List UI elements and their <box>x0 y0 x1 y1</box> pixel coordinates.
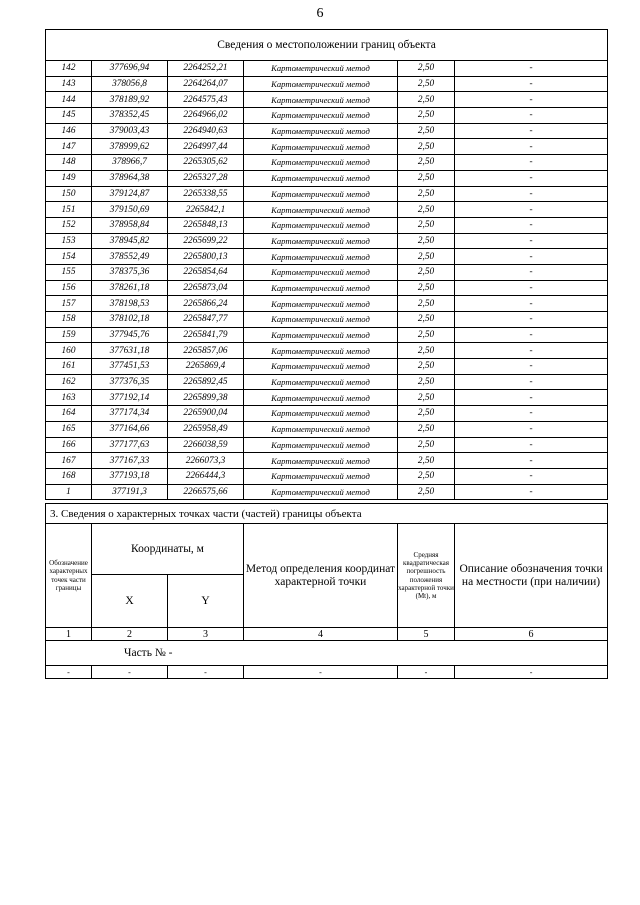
y-coordinate-cell: 2266038,59 <box>168 437 244 453</box>
y-coordinate-cell: 2266444,3 <box>168 468 244 484</box>
method-cell: Картометрический метод <box>244 390 398 406</box>
table-row <box>46 468 608 484</box>
method-cell: Картометрический метод <box>244 202 398 218</box>
y-coordinate-cell: 2265327,28 <box>168 170 244 186</box>
x-coordinate-cell: 377192,14 <box>92 390 168 406</box>
table-row <box>46 453 608 469</box>
y-coordinate-cell: 2264264,07 <box>168 76 244 92</box>
point-number-cell: 160 <box>46 343 92 359</box>
y-coordinate-cell: 2264252,21 <box>168 61 244 77</box>
point-number-cell: 165 <box>46 421 92 437</box>
description-cell: - <box>455 186 608 202</box>
error-cell: 2,50 <box>398 186 455 202</box>
y-coordinate-cell: 2265800,13 <box>168 249 244 265</box>
method-cell: Картометрический метод <box>244 123 398 139</box>
table-row <box>46 92 608 108</box>
description-cell: - <box>455 264 608 280</box>
y-coordinate-cell: 2265869,4 <box>168 359 244 375</box>
error-cell: 2,50 <box>398 249 455 265</box>
x-coordinate-cell: 379150,69 <box>92 202 168 218</box>
error-cell: 2,50 <box>398 406 455 422</box>
table-row <box>46 343 608 359</box>
x-coordinate-cell: 377451,53 <box>92 359 168 375</box>
x-coordinate-cell: 378198,53 <box>92 296 168 312</box>
point-number-cell: 145 <box>46 108 92 124</box>
error-cell: 2,50 <box>398 312 455 328</box>
table-row <box>46 139 608 155</box>
point-number-cell: 151 <box>46 202 92 218</box>
description-cell: - <box>455 343 608 359</box>
y-coordinate-cell: 2265900,04 <box>168 406 244 422</box>
part-points-table <box>45 503 608 679</box>
y-coordinate-cell: 2264997,44 <box>168 139 244 155</box>
x-coordinate-cell: 379124,87 <box>92 186 168 202</box>
table-row <box>46 406 608 422</box>
error-cell: 2,50 <box>398 296 455 312</box>
description-cell: - <box>455 374 608 390</box>
description-cell: - <box>455 359 608 375</box>
x-coordinate-cell: 378945,82 <box>92 233 168 249</box>
x-coordinate-cell: 377174,34 <box>92 406 168 422</box>
description-cell: - <box>455 155 608 171</box>
header-error: Средняя квадратическая погрешность положения характерной точки (Мt), м <box>398 524 455 628</box>
description-cell: - <box>455 123 608 139</box>
column-number: 5 <box>398 628 455 641</box>
point-number-cell: 163 <box>46 390 92 406</box>
table-row <box>46 61 608 77</box>
y-coordinate-cell: 2265338,55 <box>168 186 244 202</box>
point-number-cell: 161 <box>46 359 92 375</box>
error-cell: 2,50 <box>398 437 455 453</box>
point-number-cell: 158 <box>46 312 92 328</box>
description-cell: - <box>455 108 608 124</box>
point-number-cell: 156 <box>46 280 92 296</box>
method-cell: Картометрический метод <box>244 296 398 312</box>
x-coordinate-cell: 378189,92 <box>92 92 168 108</box>
x-coordinate-cell: 379003,43 <box>92 123 168 139</box>
y-coordinate-cell: 2265854,64 <box>168 264 244 280</box>
description-cell: - <box>455 296 608 312</box>
method-cell: Картометрический метод <box>244 186 398 202</box>
y-coordinate-cell: 2265892,45 <box>168 374 244 390</box>
table-row <box>46 437 608 453</box>
description-cell: - <box>455 233 608 249</box>
description-cell: - <box>455 217 608 233</box>
point-number-cell: 162 <box>46 374 92 390</box>
error-cell: 2,50 <box>398 155 455 171</box>
error-cell: 2,50 <box>398 390 455 406</box>
table-row <box>46 421 608 437</box>
error-cell: 2,50 <box>398 233 455 249</box>
header-x: X <box>92 575 168 628</box>
y-coordinate-cell: 2266073,3 <box>168 453 244 469</box>
part-row <box>46 641 608 666</box>
y-coordinate-cell: 2265305,62 <box>168 155 244 171</box>
table-title: Сведения о местоположении границ объекта <box>46 30 608 61</box>
error-cell: 2,50 <box>398 139 455 155</box>
part-label: Часть № - <box>124 647 173 659</box>
description-cell: - <box>455 170 608 186</box>
description-cell: - <box>455 327 608 343</box>
description-cell: - <box>455 484 608 500</box>
error-cell: 2,50 <box>398 123 455 139</box>
x-coordinate-cell: 377191,3 <box>92 484 168 500</box>
x-coordinate-cell: 377945,76 <box>92 327 168 343</box>
point-number-cell: 153 <box>46 233 92 249</box>
method-cell: Картометрический метод <box>244 280 398 296</box>
table-row <box>46 359 608 375</box>
x-coordinate-cell: 378999,62 <box>92 139 168 155</box>
method-cell: Картометрический метод <box>244 155 398 171</box>
column-number: 3 <box>168 628 244 641</box>
error-cell: 2,50 <box>398 202 455 218</box>
error-cell: 2,50 <box>398 359 455 375</box>
description-cell: - <box>455 453 608 469</box>
error-cell: 2,50 <box>398 76 455 92</box>
y-coordinate-cell: 2265848,13 <box>168 217 244 233</box>
x-coordinate-cell: 378352,45 <box>92 108 168 124</box>
x-coordinate-cell: 378964,38 <box>92 170 168 186</box>
error-cell: 2,50 <box>398 343 455 359</box>
table-row <box>46 327 608 343</box>
empty-cell: - <box>46 666 92 679</box>
y-coordinate-cell: 2265958,49 <box>168 421 244 437</box>
method-cell: Картометрический метод <box>244 484 398 500</box>
error-cell: 2,50 <box>398 217 455 233</box>
method-cell: Картометрический метод <box>244 61 398 77</box>
method-cell: Картометрический метод <box>244 217 398 233</box>
empty-cell: - <box>168 666 244 679</box>
method-cell: Картометрический метод <box>244 343 398 359</box>
y-coordinate-cell: 2265847,77 <box>168 312 244 328</box>
table-row <box>46 264 608 280</box>
y-coordinate-cell: 2265899,38 <box>168 390 244 406</box>
column-number: 6 <box>455 628 608 641</box>
method-cell: Картометрический метод <box>244 170 398 186</box>
method-cell: Картометрический метод <box>244 359 398 375</box>
y-coordinate-cell: 2266575,66 <box>168 484 244 500</box>
x-coordinate-cell: 378966,7 <box>92 155 168 171</box>
method-cell: Картометрический метод <box>244 108 398 124</box>
point-number-cell: 164 <box>46 406 92 422</box>
description-cell: - <box>455 76 608 92</box>
table-row <box>46 123 608 139</box>
y-coordinate-cell: 2265866,24 <box>168 296 244 312</box>
method-cell: Картометрический метод <box>244 249 398 265</box>
x-coordinate-cell: 377696,94 <box>92 61 168 77</box>
table-row <box>46 217 608 233</box>
table-row <box>46 249 608 265</box>
description-cell: - <box>455 437 608 453</box>
table-row <box>46 484 608 500</box>
error-cell: 2,50 <box>398 484 455 500</box>
x-coordinate-cell: 378958,84 <box>92 217 168 233</box>
point-number-cell: 159 <box>46 327 92 343</box>
point-number-cell: 154 <box>46 249 92 265</box>
x-coordinate-cell: 377167,33 <box>92 453 168 469</box>
error-cell: 2,50 <box>398 280 455 296</box>
table-row <box>46 202 608 218</box>
method-cell: Картометрический метод <box>244 92 398 108</box>
table-row <box>46 155 608 171</box>
table-row <box>46 186 608 202</box>
description-cell: - <box>455 202 608 218</box>
description-cell: - <box>455 280 608 296</box>
point-number-cell: 150 <box>46 186 92 202</box>
boundary-points-table <box>45 29 608 500</box>
point-number-cell: 144 <box>46 92 92 108</box>
method-cell: Картометрический метод <box>244 437 398 453</box>
x-coordinate-cell: 377177,63 <box>92 437 168 453</box>
x-coordinate-cell: 377376,35 <box>92 374 168 390</box>
table-row <box>46 108 608 124</box>
column-number: 1 <box>46 628 92 641</box>
method-cell: Картометрический метод <box>244 406 398 422</box>
error-cell: 2,50 <box>398 374 455 390</box>
table-row <box>46 312 608 328</box>
table-row <box>46 390 608 406</box>
y-coordinate-cell: 2265857,06 <box>168 343 244 359</box>
y-coordinate-cell: 2265873,04 <box>168 280 244 296</box>
point-number-cell: 149 <box>46 170 92 186</box>
empty-cell: - <box>455 666 608 679</box>
error-cell: 2,50 <box>398 92 455 108</box>
method-cell: Картометрический метод <box>244 139 398 155</box>
point-number-cell: 143 <box>46 76 92 92</box>
x-coordinate-cell: 377164,66 <box>92 421 168 437</box>
column-number: 2 <box>92 628 168 641</box>
section-3-title: 3. Сведения о характерных точках части (частей) границы объекта <box>46 504 608 524</box>
header-point-designation: Обозначение характерных точек части границы <box>46 524 92 628</box>
method-cell: Картометрический метод <box>244 327 398 343</box>
description-cell: - <box>455 139 608 155</box>
description-cell: - <box>455 249 608 265</box>
description-cell: - <box>455 312 608 328</box>
description-cell: - <box>455 390 608 406</box>
table-row <box>46 374 608 390</box>
page-number: 6 <box>316 6 324 21</box>
method-cell: Картометрический метод <box>244 453 398 469</box>
description-cell: - <box>455 468 608 484</box>
method-cell: Картометрический метод <box>244 76 398 92</box>
method-cell: Картометрический метод <box>244 233 398 249</box>
x-coordinate-cell: 378552,49 <box>92 249 168 265</box>
table-row <box>46 233 608 249</box>
y-coordinate-cell: 2265841,79 <box>168 327 244 343</box>
x-coordinate-cell: 377631,18 <box>92 343 168 359</box>
empty-cell: - <box>92 666 168 679</box>
description-cell: - <box>455 421 608 437</box>
error-cell: 2,50 <box>398 61 455 77</box>
error-cell: 2,50 <box>398 327 455 343</box>
point-number-cell: 146 <box>46 123 92 139</box>
method-cell: Картометрический метод <box>244 374 398 390</box>
method-cell: Картометрический метод <box>244 421 398 437</box>
x-coordinate-cell: 378056,8 <box>92 76 168 92</box>
error-cell: 2,50 <box>398 108 455 124</box>
error-cell: 2,50 <box>398 468 455 484</box>
table-row <box>46 170 608 186</box>
method-cell: Картометрический метод <box>244 264 398 280</box>
table-body <box>46 61 608 500</box>
table-row <box>46 76 608 92</box>
error-cell: 2,50 <box>398 453 455 469</box>
point-number-cell: 168 <box>46 468 92 484</box>
description-cell: - <box>455 406 608 422</box>
point-number-cell: 142 <box>46 61 92 77</box>
table-row <box>46 280 608 296</box>
empty-cell: - <box>398 666 455 679</box>
y-coordinate-cell: 2264575,43 <box>168 92 244 108</box>
point-number-cell: 167 <box>46 453 92 469</box>
point-number-cell: 155 <box>46 264 92 280</box>
header-y: Y <box>168 575 244 628</box>
error-cell: 2,50 <box>398 170 455 186</box>
point-number-cell: 152 <box>46 217 92 233</box>
y-coordinate-cell: 2265842,1 <box>168 202 244 218</box>
point-number-cell: 157 <box>46 296 92 312</box>
table-row <box>46 296 608 312</box>
description-cell: - <box>455 61 608 77</box>
y-coordinate-cell: 2265699,22 <box>168 233 244 249</box>
x-coordinate-cell: 378261,18 <box>92 280 168 296</box>
method-cell: Картометрический метод <box>244 312 398 328</box>
x-coordinate-cell: 378375,36 <box>92 264 168 280</box>
y-coordinate-cell: 2264966,02 <box>168 108 244 124</box>
header-description: Описание обозначения точки на местности (при наличии) <box>455 524 608 628</box>
point-number-cell: 148 <box>46 155 92 171</box>
x-coordinate-cell: 377193,18 <box>92 468 168 484</box>
empty-cell: - <box>244 666 398 679</box>
point-number-cell: 166 <box>46 437 92 453</box>
x-coordinate-cell: 378102,18 <box>92 312 168 328</box>
y-coordinate-cell: 2264940,63 <box>168 123 244 139</box>
header-method: Метод определения координат характерной точки <box>244 524 398 628</box>
column-number: 4 <box>244 628 398 641</box>
point-number-cell: 147 <box>46 139 92 155</box>
error-cell: 2,50 <box>398 421 455 437</box>
description-cell: - <box>455 92 608 108</box>
method-cell: Картометрический метод <box>244 468 398 484</box>
header-coordinates: Координаты, м <box>92 524 244 575</box>
error-cell: 2,50 <box>398 264 455 280</box>
point-number-cell: 1 <box>46 484 92 500</box>
